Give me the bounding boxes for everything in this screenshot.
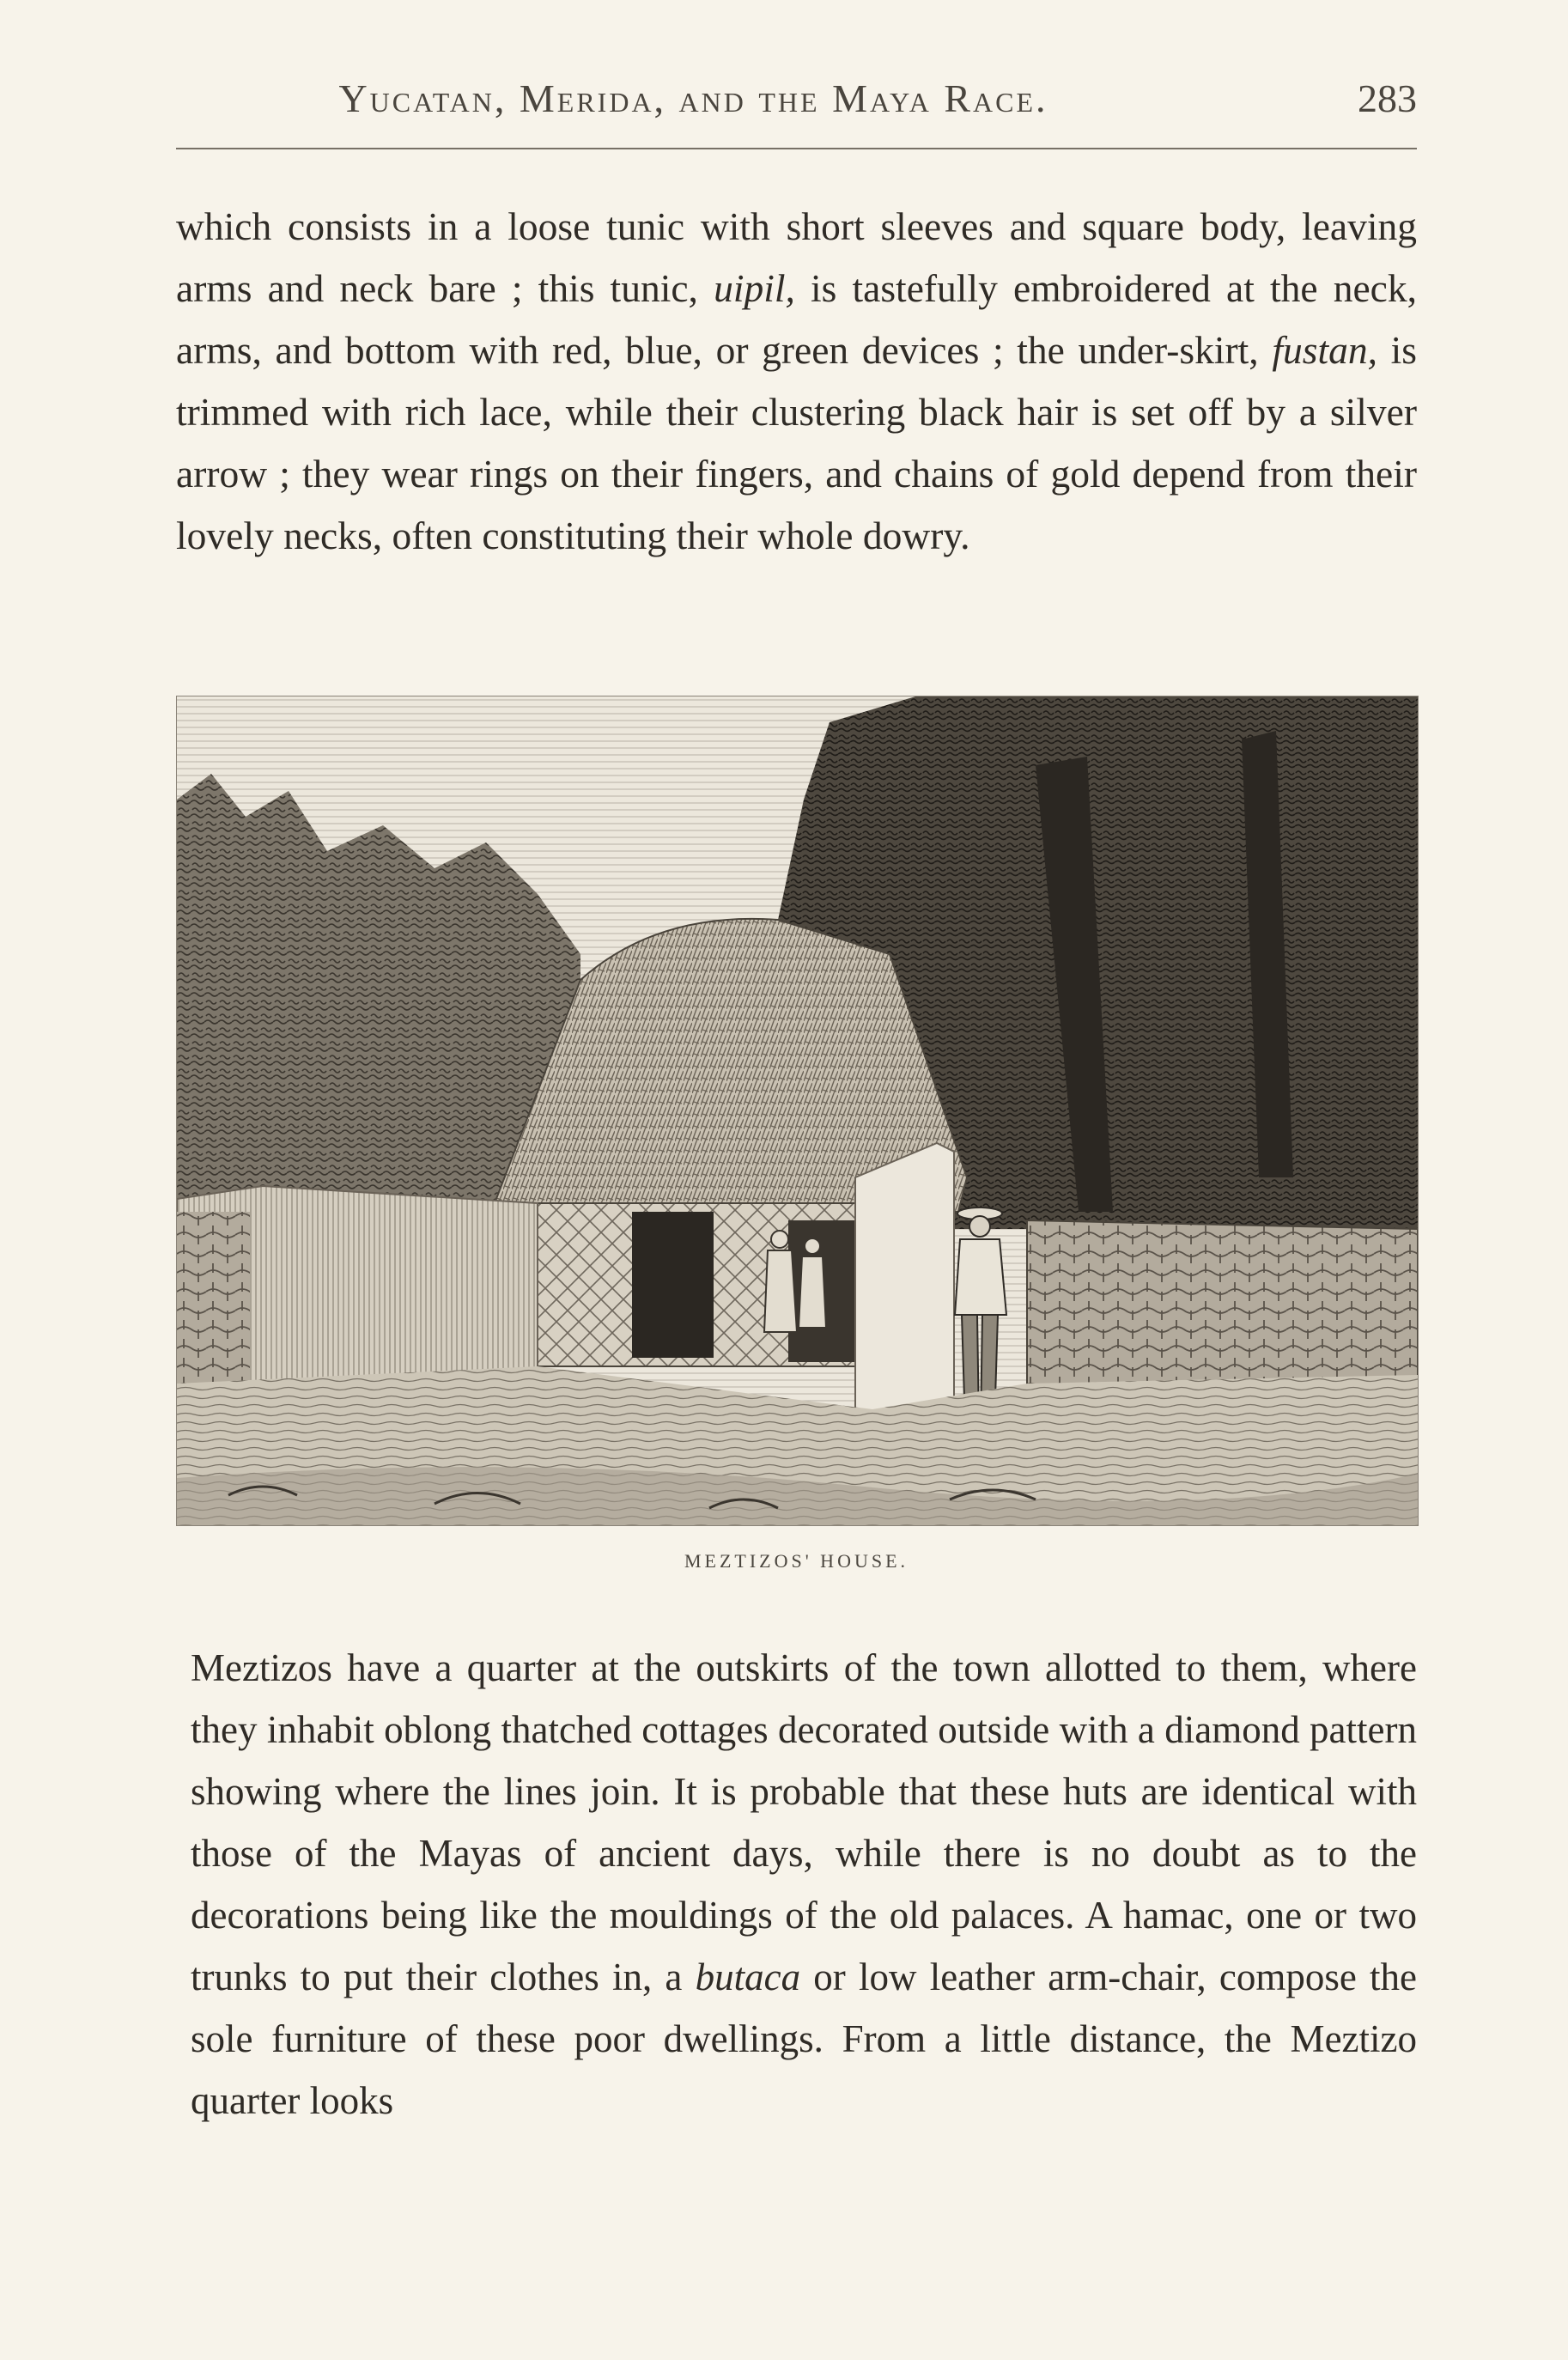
italic-term-uipil: uipil, bbox=[714, 266, 795, 310]
paragraph-text: or low leather arm-chair, compose the sole furniture of these poor dwellings. From a little distance, the Meztizo quarter looks bbox=[191, 1956, 1417, 2122]
page-number: 283 bbox=[1358, 76, 1417, 120]
running-head bbox=[176, 67, 1417, 127]
running-title: Yucatan, Merida, and the Maya Race. bbox=[338, 76, 1048, 120]
paragraph-text: which consists in a loose tunic with short sleeves and square body, leaving arms and neck bare ; this tunic, bbox=[176, 204, 1417, 310]
paragraph-bottom bbox=[191, 1637, 1417, 2132]
italic-term-fustan: fustan, bbox=[1272, 328, 1377, 372]
paragraph-text: is tastefully embroidered at the neck, arms, and bottom with red, blue, or green devices ; the under-skirt, bbox=[176, 266, 1417, 372]
figure-caption: MEZTIZOS' HOUSE. bbox=[684, 1550, 909, 1572]
paragraph-top bbox=[176, 196, 1417, 567]
paragraph-text: is trimmed with rich lace, while their clustering black hair is set off by a silver arrow ; they wear rings on their fingers, and chains of gold depend from their lovely necks, often constituting their whole dowry. bbox=[176, 328, 1417, 557]
header-rule bbox=[176, 148, 1417, 149]
paragraph-text: Meztizos have a quarter at the outskirts of the town allotted to them, where they inhabit oblong thatched cottages decorated outside with a diamond pattern showing where the lines join. It is probable that these huts are identical with those of the Mayas of ancient days, while there is no doubt as to the decorations being like the mouldings of the old palaces. A hamac, one or two trunks to put their clothes in, a bbox=[191, 1646, 1417, 1998]
italic-term-butaca: butaca bbox=[695, 1956, 801, 1998]
engraving-meztizos-house bbox=[176, 696, 1419, 1526]
